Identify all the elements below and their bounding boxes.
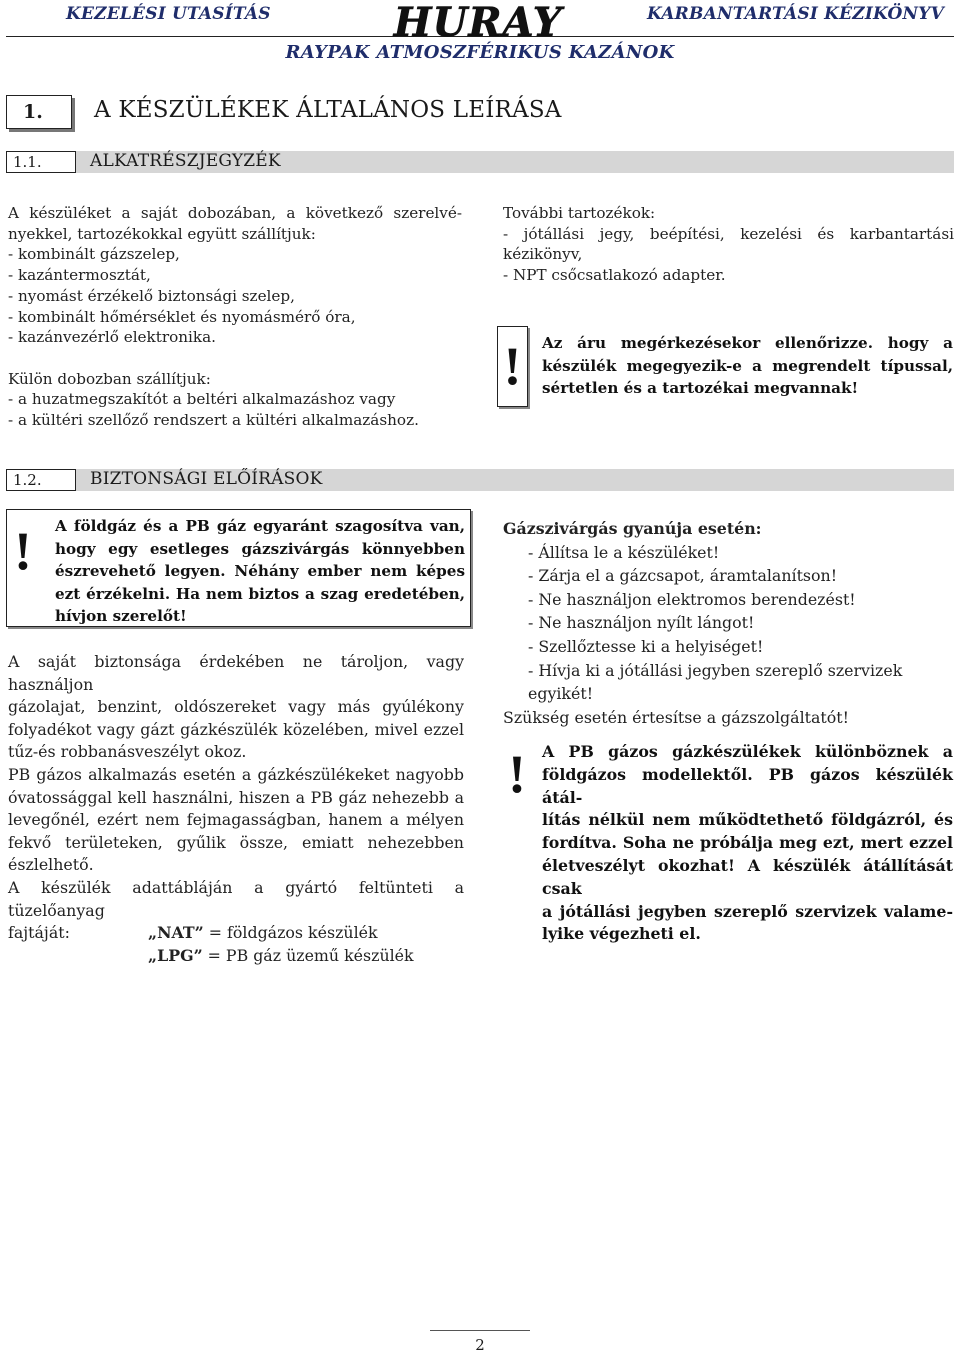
parts-list-block xyxy=(8,203,462,431)
warning-line: hívjon szerelőt! xyxy=(55,607,187,626)
exclamation-icon: ! xyxy=(508,744,526,804)
paragraph-line: óvatossággal kell használni, hiszen a PB gáz nehezebb a xyxy=(8,787,464,807)
warning-line: ezt érzékelni. Ha nem biztos a szag eredetében, xyxy=(55,584,465,603)
notice-line: sértetlen és a tartozékai megvannak! xyxy=(542,379,859,398)
leak-step: - Ne használjon nyílt lángot! xyxy=(528,613,755,633)
leak-step: - Hívja ki a jótállási jegyben szereplő szervizek egyikét! xyxy=(528,660,903,704)
logo-text: HURAY xyxy=(393,0,563,44)
further-heading: További tartozékok: xyxy=(503,204,656,222)
subsection-title: ALKATRÉSZJEGYZÉK xyxy=(90,151,281,171)
page-number: 2 xyxy=(475,1336,485,1354)
section-number: 1. xyxy=(6,95,72,129)
header-subtitle: RAYPAK ATMOSZFÉRIKUS KAZÁNOK xyxy=(285,42,675,63)
paragraph-line: folyadékot vagy gázt gázkészülék közelében, mivel ezzel xyxy=(8,719,464,739)
lpg-description: = PB gáz üzemű készülék xyxy=(202,945,414,965)
further-line: - NPT csőcsatlakozó adapter. xyxy=(503,266,726,285)
leak-step: - Zárja el a gázcsapot, áramtalanítson! xyxy=(528,566,838,586)
nat-description: = földgázos készülék xyxy=(203,923,378,943)
warning-line: életveszélyt okozhat! A készülék átállítását csak xyxy=(542,855,953,898)
further-line: kézikönyv, xyxy=(503,245,583,264)
paragraph-line: PB gázos alkalmazás esetén a gázkészülékeket nagyobb xyxy=(8,764,464,784)
warning-line: észrevehető legyen. Néhány ember nem képes xyxy=(55,562,465,581)
warning-line: lyike végezheti el. xyxy=(542,924,701,944)
subsection-number: 1.2. xyxy=(6,469,76,491)
leak-step: - Szellőztesse ki a helyiséget! xyxy=(528,636,764,656)
exclamation-icon: ! xyxy=(503,336,522,396)
header-right-title: KARBANTARTÁSI KÉZIKÖNYV xyxy=(647,4,944,24)
exclamation-icon: ! xyxy=(14,521,32,581)
warning-line: hogy egy esetleges gázszivárgás könnyebben xyxy=(55,539,465,558)
paragraph-line: tűz-és robbanásveszélyt okoz. xyxy=(8,742,247,762)
subsection-number: 1.1. xyxy=(6,151,76,173)
warning-line: A földgáz és a PB gáz egyaránt szagosítva van, xyxy=(55,517,465,535)
leak-step: - Állítsa le a készüléket! xyxy=(528,542,720,562)
huray-logo xyxy=(380,0,576,44)
further-accessories-block xyxy=(503,203,954,286)
further-line: - jótállási jegy, beépítési, kezelési és karbantartási xyxy=(503,224,954,243)
list-item: - nyomást érzékelő biztonsági szelep, xyxy=(8,286,295,305)
paragraph-line: A saját biztonsága érdekében ne tároljon, vagy használjon xyxy=(8,652,464,694)
fuel-type-label: fajtáját: xyxy=(8,923,70,943)
list-item: - a kültéri szellőző rendszert a kültéri alkalmazáshoz. xyxy=(8,411,419,430)
paragraph-line: fekvő területeken, gyűlik össze, emiatt nehezebben xyxy=(8,832,464,852)
warning-line: lítás nélkül nem működtethető földgázról, és xyxy=(542,810,953,830)
gas-leak-footer: Szükség esetén értesítse a gázszolgáltatót! xyxy=(503,707,849,727)
warning-line: földgázos modellektől. PB gázos készülék átál- xyxy=(542,764,953,807)
separate-heading: Külön dobozban szállítjuk: xyxy=(8,369,211,388)
safety-body xyxy=(8,651,464,967)
warning-line: a jótállási jegyben szereplő szervizek valame- xyxy=(542,901,953,921)
list-item: - a huzatmegszakítót a beltéri alkalmazáshoz vagy xyxy=(8,390,396,409)
list-item: - kazánvezérlő elektronika. xyxy=(8,328,216,347)
leak-step: - Ne használjon elektromos berendezést! xyxy=(528,589,856,609)
delivery-notice xyxy=(542,332,953,400)
lpg-conversion-warning xyxy=(542,741,953,946)
nat-line xyxy=(8,922,464,945)
gas-leak-block xyxy=(503,517,954,729)
notice-line: készülék megegyezik-e a megrendelt típussal, xyxy=(542,356,953,375)
notice-line: Az áru megérkezésekor ellenőrizze. hogy a xyxy=(542,334,953,352)
list-item: - kombinált hőmérséklet és nyomásmérő óra, xyxy=(8,307,356,326)
paragraph-line: gázolajat, benzint, oldószereket vagy más gyúlékony xyxy=(8,697,464,717)
section-title: A KÉSZÜLÉKEK ÁLTALÁNOS LEÍRÁSA xyxy=(94,97,562,123)
intro-line: A készüléket a saját dobozában, a következő szerelvé- xyxy=(8,204,462,222)
warning-line: A PB gázos gázkészülékek különböznek a xyxy=(542,742,953,761)
lpg-code: „LPG” xyxy=(148,945,203,965)
subsection-title: BIZTONSÁGI ELŐÍRÁSOK xyxy=(90,469,323,489)
footer-rule xyxy=(430,1330,530,1331)
paragraph-line: észlelhető. xyxy=(8,855,94,875)
intro-line: nyekkel, tartozékokkal együtt szállítjuk: xyxy=(8,224,316,243)
list-item: - kazántermosztát, xyxy=(8,266,151,285)
paragraph-line: levegőnél, ezért nem fejmagasságban, hanem a mélyen xyxy=(8,810,464,830)
paragraph-line: A készülék adattábláján a gyártó feltünteti a tüzelőanyag xyxy=(8,877,464,920)
header-left-title: KEZELÉSI UTASÍTÁS xyxy=(66,4,271,24)
lpg-line xyxy=(8,945,464,968)
gas-odor-warning xyxy=(55,515,465,628)
notice-warning-box xyxy=(497,326,528,407)
list-item: - kombinált gázszelep, xyxy=(8,245,180,264)
gas-leak-heading: Gázszivárgás gyanúja esetén: xyxy=(503,519,762,538)
nat-code: „NAT” xyxy=(148,923,204,943)
warning-line: fordítva. Soha ne próbálja meg ezt, mert ezzel xyxy=(542,833,953,853)
